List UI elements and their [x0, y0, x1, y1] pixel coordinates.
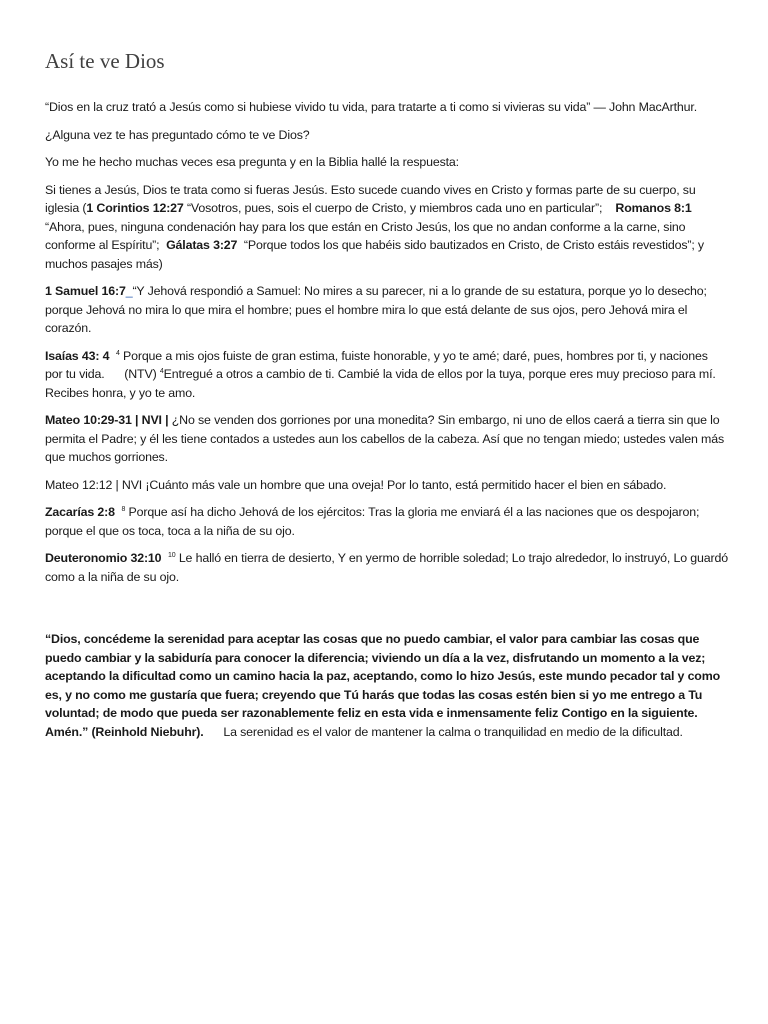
mateo10-paragraph: [45, 411, 728, 467]
ref-isaias: Isaías 43: 4: [45, 348, 110, 363]
isaias-text-2: Entregué a otros a cambio de ti. Cambié la vida de ellos por la tuya, porque eres muy precioso para mí. Recibes honra, y yo te amo.: [45, 367, 716, 400]
cristo-lead: Si tienes a Jesús, Dios te trata como si fueras Jesús. Esto sucede cuando vives en Cristo y formas parte de su cuerpo, su iglesia (: [45, 182, 696, 215]
prayer-paragraph: [45, 630, 728, 741]
ref-mateo10: Mateo 10:29-31 | NVI |: [45, 413, 169, 427]
intro-paragraph: Yo me he hecho muchas veces esa pregunta y en la Biblia hallé la respuesta:: [45, 155, 459, 169]
deuteronomio-paragraph: [45, 549, 728, 586]
ref-samuel: 1 Samuel 16:7: [45, 284, 126, 298]
samuel-text: “Y Jehová respondió a Samuel: No mires a su parecer, ni a lo grande de su estatura, porque yo lo desecho; porque Jehová no mira lo que mira el hombre; pues el hombre mira lo que está delante de sus ojos, pero Jehová mira el corazón.: [45, 284, 707, 335]
isaias-ntv: (NTV): [124, 367, 157, 381]
quote-text: “Dios en la cruz trató a Jesús como si hubiese vivido tu vida, para tratarte a ti como si vivieras su vida” — John MacArthur.: [45, 100, 698, 114]
ref-romanos: Romanos 8:1: [615, 201, 692, 215]
isaias-paragraph: [45, 347, 728, 403]
ref-deuteronomio: Deuteronomio 32:10: [45, 551, 162, 565]
ref-zacarias: Zacarías 2:8: [45, 505, 115, 519]
cristo-text-3: “Porque todos los que habéis sido bautizados en Cristo, de Cristo estáis revestidos”; y muchos pasajes más): [45, 238, 704, 271]
zacarias-text: Porque así ha dicho Jehová de los ejércitos: Tras la gloria me enviará él a las naciones que os despojaron; porque el que os toca, toca a la niña de su ojo.: [45, 505, 700, 538]
samuel-link-mark: _: [125, 284, 133, 298]
spacer: [45, 595, 728, 630]
zacarias-paragraph: [45, 503, 728, 540]
verse-number: 8: [121, 505, 126, 513]
ref-galatas: Gálatas 3:27: [166, 238, 238, 252]
question-paragraph: ¿Alguna vez te has preguntado cómo te ve Dios?: [45, 127, 310, 142]
cristo-text-1: “Vosotros, pues, sois el cuerpo de Cristo, y miembros cada uno en particular”;: [183, 201, 603, 215]
verse-number: 10: [168, 551, 176, 559]
deuteronomio-text: Le halló en tierra de desierto, Y en yermo de horrible soledad; Lo trajo alrededor, lo instruyó, Lo guardó como a la niña de su ojo.: [45, 551, 728, 584]
mateo10-text: ¿No se venden dos gorriones por una monedita? Sin embargo, ni uno de ellos caerá a tierra sin que lo permita el Padre; y él les tiene contados a ustedes aun los cabellos de la cabeza. Así que no tengan miedo; ustedes valen más que muchos gorriones.: [45, 413, 725, 464]
cristo-paragraph: [45, 181, 728, 274]
samuel-paragraph: [45, 282, 728, 338]
verse-number: 4: [159, 367, 164, 375]
isaias-text-1: Porque a mis ojos fuiste de gran estima, fuiste honorable, y yo te amé; daré, pues, hombres por ti, y naciones por tu vida.: [45, 348, 708, 381]
ref-corintios: 1 Corintios 12:27: [86, 201, 184, 215]
serenity-closing: La serenidad es el valor de mantener la calma o tranquilidad en medio de la dificultad.: [223, 724, 683, 739]
mateo12-paragraph: Mateo 12:12 | NVI ¡Cuánto más vale un hombre que una oveja! Por lo tanto, está permitido hacer el bien en sábado.: [45, 477, 667, 492]
opening-quote: [45, 98, 728, 117]
verse-number: 4: [115, 349, 120, 357]
serenity-prayer: “Dios, concédeme la serenidad para aceptar las cosas que no puedo cambiar, el valor para cambiar las cosas que puedo cambiar y la sabiduría para conocer la diferencia; viviendo un día a la vez, disfrutando un momento a la vez; aceptando la dificultad como un camino hacia la paz, aceptando, como lo hizo Jesús, este mundo pecador tal y como es, y no como me gustaría que fuera; creyendo que Tú harás que todas las cosas estén bien si yo me entrego a Tu voluntad; de modo que pueda ser razonablemente feliz en esta vida e inmensamente feliz Contigo en la siguiente. Amén.” (Reinhold Niebuhr).: [45, 632, 721, 739]
page-title: Así te ve Dios: [45, 49, 165, 73]
cristo-text-2: “Ahora, pues, ninguna condenación hay para los que están en Cristo Jesús, los que no andan conforme a la carne, sino conforme al Espíritu”;: [45, 219, 686, 252]
